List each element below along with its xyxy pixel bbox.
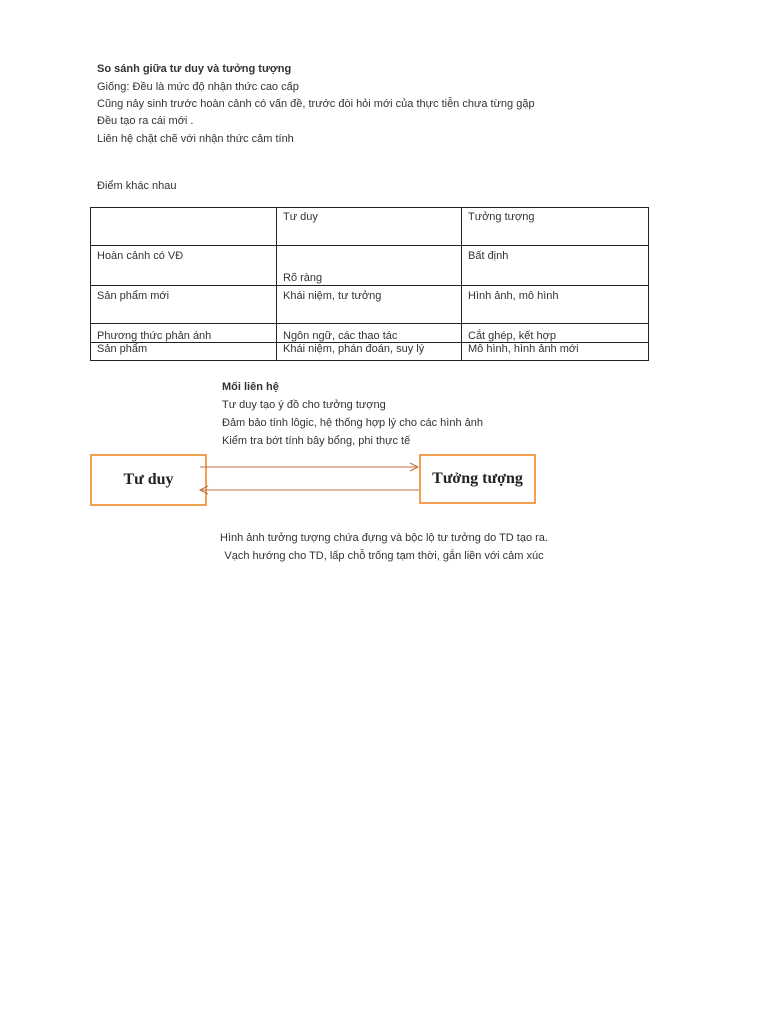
table-cell: Hoàn cảnh có VĐ	[91, 246, 277, 286]
similarity-line: Cũng nảy sinh trước hoàn cảnh có vấn đề, trước đòi hỏi mới của thực tiễn chưa từng gặp	[97, 98, 535, 110]
similarity-line: Đều tạo ra cái mới .	[97, 115, 194, 127]
table-cell: Ngôn ngữ, các thao tác	[277, 324, 462, 343]
similarity-line: Liên hệ chặt chẽ với nhận thức cảm tính	[97, 133, 294, 145]
note-line: Vạch hướng cho TD, lấp chỗ trống tạm thời, gắn liền với cảm xúc	[224, 550, 544, 562]
table-header-cell: Tư duy	[277, 208, 462, 246]
table-cell: Sản phẩm	[91, 343, 277, 361]
relation-item: Đảm bảo tính lôgic, hệ thống hợp lý cho các hình ảnh	[222, 417, 483, 429]
table-cell: Phương thức phản ánh	[91, 324, 277, 343]
differences-title: Điểm khác nhau	[97, 180, 177, 192]
document-heading: So sánh giữa tư duy và tưởng tượng	[97, 63, 292, 75]
table-cell: Cắt ghép, kết hợp	[462, 324, 649, 343]
table-cell: Sản phẩm mới	[91, 286, 277, 324]
relation-title: Mối liên hệ	[222, 381, 279, 393]
diagram-box-label: Tưởng tượng	[432, 470, 523, 487]
arrow-left	[200, 486, 419, 494]
table-cell: Bất định	[462, 246, 649, 286]
arrow-right	[200, 463, 418, 471]
table-cell: Rõ ràng	[277, 246, 462, 286]
relation-item: Tư duy tạo ý đồ cho tưởng tượng	[222, 399, 386, 411]
similarity-line: Giống: Đều là mức độ nhận thức cao cấp	[97, 81, 299, 93]
table-cell: Mô hình, hình ảnh mới	[462, 343, 649, 361]
table-cell: Khái niệm, tư tưởng	[277, 286, 462, 324]
table-cell: Hình ảnh, mô hình	[462, 286, 649, 324]
note-line: Hình ảnh tưởng tượng chứa đựng và bộc lộ tư tưởng do TD tạo ra.	[220, 532, 548, 544]
diagram-box-label: Tư duy	[123, 471, 174, 488]
table-cell: Khái niệm, phán đoán, suy lý	[277, 343, 462, 361]
relation-item: Kiểm tra bớt tính bây bổng, phi thực tế	[222, 435, 411, 447]
table-header-cell: Tưởng tượng	[462, 208, 649, 246]
